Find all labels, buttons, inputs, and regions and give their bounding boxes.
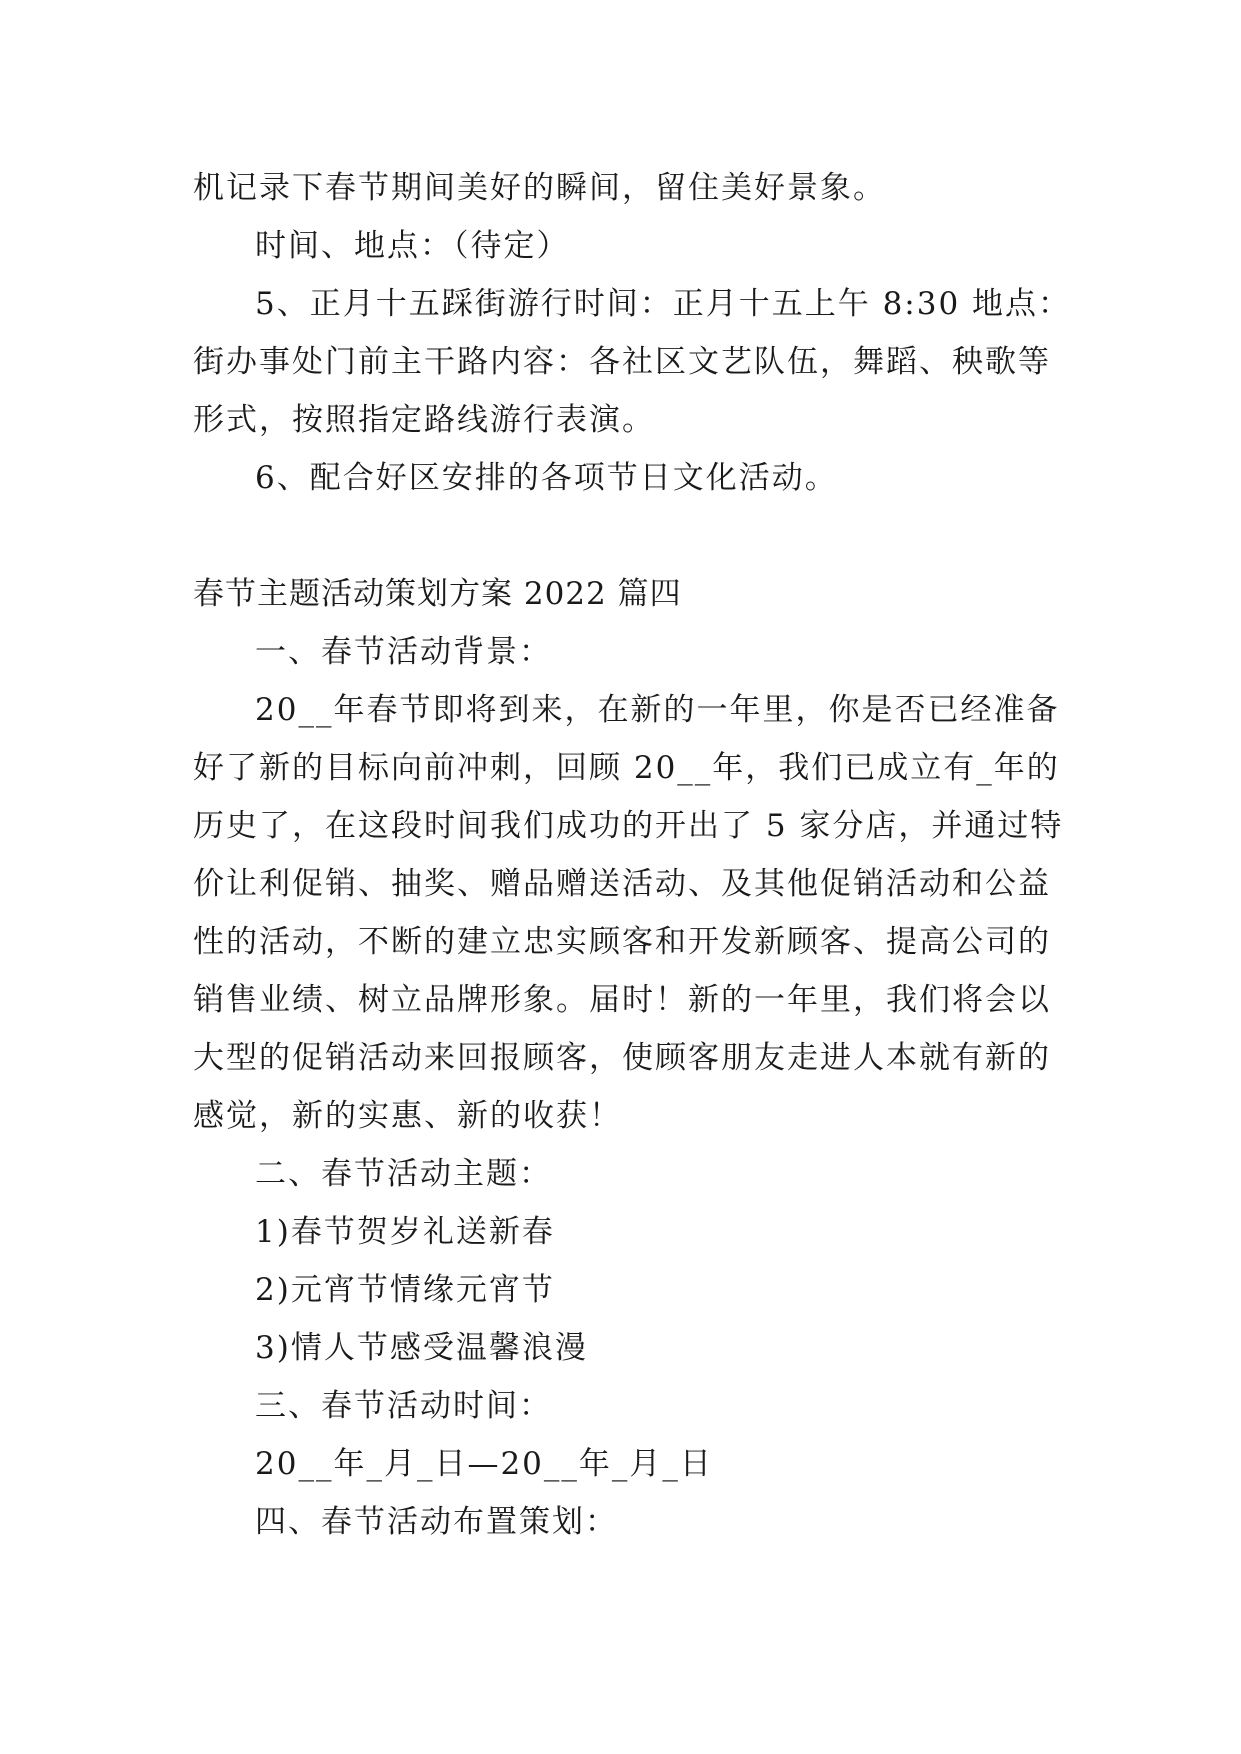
- list-item: 3)情人节感受温馨浪漫: [255, 1330, 588, 1366]
- text-line: 二、春节活动主题：: [255, 1156, 552, 1192]
- text-line: 机记录下春节期间美好的瞬间，留住美好景象。: [193, 170, 886, 206]
- text-line: 感觉，新的实惠、新的收获！: [193, 1098, 622, 1134]
- text-line: 20__年_月_日—20__年_月_日: [255, 1446, 713, 1482]
- text-line: 6、配合好区安排的各项节日文化活动。: [255, 460, 838, 496]
- text-line: 销售业绩、树立品牌形象。届时！新的一年里，我们将会以: [193, 982, 1051, 1018]
- text-line: 时间、地点：（待定）: [255, 228, 570, 264]
- text-line: 大型的促销活动来回报顾客，使顾客朋友走进人本就有新的: [193, 1040, 1051, 1076]
- list-item: 1)春节贺岁礼送新春: [255, 1214, 555, 1250]
- text-line: 街办事处门前主干路内容：各社区文艺队伍，舞蹈、秧歌等: [193, 344, 1051, 380]
- list-item: 2)元宵节情缘元宵节: [255, 1272, 555, 1308]
- text-line: 5、正月十五踩街游行时间：正月十五上午 8:30 地点：: [255, 286, 1072, 322]
- text-line: 好了新的目标向前冲刺，回顾 20__年，我们已成立有_年的: [193, 750, 1060, 786]
- text-line: 形式，按照指定路线游行表演。: [193, 402, 655, 438]
- text-line: 价让利促销、抽奖、赠品赠送活动、及其他促销活动和公益: [193, 866, 1051, 902]
- text-line: 一、春节活动背景：: [255, 634, 552, 670]
- text-line: 三、春节活动时间：: [255, 1388, 552, 1424]
- text-line: 20__年春节即将到来，在新的一年里，你是否已经准备: [255, 692, 1060, 728]
- text-line: 性的活动，不断的建立忠实顾客和开发新顾客、提高公司的: [193, 924, 1051, 960]
- text-line: 历史了，在这段时间我们成功的开出了 5 家分店，并通过特: [193, 808, 1064, 844]
- text-line: 四、春节活动布置策划：: [255, 1504, 618, 1540]
- section-heading: 春节主题活动策划方案 2022 篇四: [193, 576, 682, 612]
